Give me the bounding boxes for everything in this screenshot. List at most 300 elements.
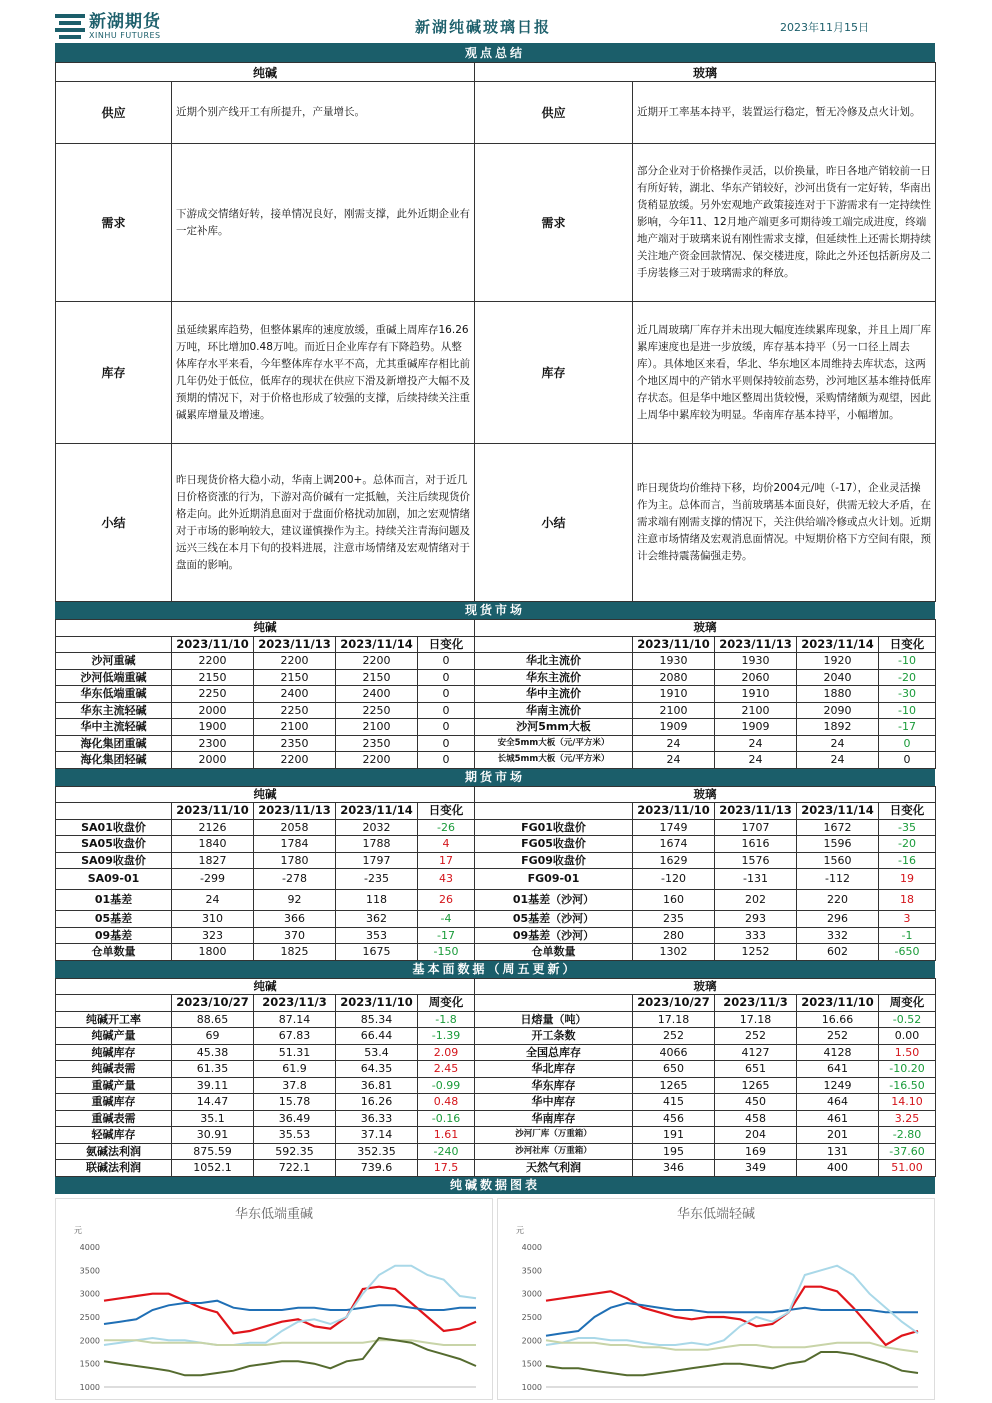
table-row xyxy=(56,1077,936,1094)
cell-value: 3 xyxy=(879,911,936,928)
cell-value: 280 xyxy=(633,927,715,944)
cell-value: 2090 xyxy=(797,702,879,719)
col-header: 日变化 xyxy=(879,803,936,820)
cell-value: 24 xyxy=(172,890,254,911)
cell-value: -20 xyxy=(879,669,936,686)
table-row xyxy=(56,890,936,911)
cell-value: 2060 xyxy=(715,669,797,686)
cell-value: 366 xyxy=(254,911,336,928)
cell-value: 1052.1 xyxy=(172,1160,254,1177)
cell-value: 3.25 xyxy=(879,1110,936,1127)
view-label: 库存 xyxy=(56,302,172,444)
cell-value: 252 xyxy=(715,1028,797,1045)
section-bar-fundamental: 基本面数据（周五更新） xyxy=(55,961,935,978)
table-row xyxy=(56,702,936,719)
cell-value: 18 xyxy=(879,890,936,911)
cell-value: 204 xyxy=(715,1127,797,1144)
cell-value: 252 xyxy=(633,1028,715,1045)
series-line xyxy=(546,1352,918,1375)
table-row xyxy=(56,1011,936,1028)
table-row xyxy=(56,1094,936,1111)
cell-value: 0 xyxy=(418,686,475,703)
cell-value: 352.35 xyxy=(336,1143,418,1160)
cell-value: 592.35 xyxy=(254,1143,336,1160)
table-row xyxy=(56,1160,936,1177)
col-spacer xyxy=(56,995,172,1012)
cell-value: 2350 xyxy=(336,735,418,752)
table-row xyxy=(56,911,936,928)
view-glass-text: 近期开工率基本持平，装置运行稳定，暂无冷修及点火计划。 xyxy=(633,82,936,144)
table-glass-head: 玻璃 xyxy=(475,978,936,995)
col-header: 2023/11/13 xyxy=(715,636,797,653)
cell-value: -10.20 xyxy=(879,1061,936,1078)
cell-value: -131 xyxy=(715,869,797,890)
table-soda-head: 纯碱 xyxy=(56,786,475,803)
table-row xyxy=(56,852,936,869)
cell-value: 464 xyxy=(797,1094,879,1111)
cell-value: 17.18 xyxy=(633,1011,715,1028)
cell-value: 1265 xyxy=(715,1077,797,1094)
cell-value: 349 xyxy=(715,1160,797,1177)
section-bar-charts: 纯碱数据图表 xyxy=(55,1177,935,1194)
col-header: 2023/11/10 xyxy=(336,995,418,1012)
row-label: 01基差（沙河） xyxy=(475,890,633,911)
col-header: 2023/11/14 xyxy=(336,636,418,653)
col-header: 周变化 xyxy=(418,995,475,1012)
y-tick-label: 3000 xyxy=(79,1289,100,1299)
row-label: 海化集团重碱 xyxy=(56,735,172,752)
col-header: 2023/11/13 xyxy=(715,803,797,820)
col-header: 2023/11/3 xyxy=(715,995,797,1012)
table-soda-head: 纯碱 xyxy=(56,620,475,637)
cell-value: 67.83 xyxy=(254,1028,336,1045)
row-label: 纯碱库存 xyxy=(56,1044,172,1061)
table-row xyxy=(56,752,936,769)
col-header: 周变化 xyxy=(879,995,936,1012)
cell-value: -1.39 xyxy=(418,1028,475,1045)
cell-value: 1780 xyxy=(254,852,336,869)
cell-value: 2200 xyxy=(172,653,254,670)
row-label: FG01收盘价 xyxy=(475,819,633,836)
col-spacer xyxy=(475,636,633,653)
cell-value: 252 xyxy=(797,1028,879,1045)
cell-value: -35 xyxy=(879,819,936,836)
views-table xyxy=(55,62,936,602)
col-header: 2023/11/10 xyxy=(633,636,715,653)
col-spacer xyxy=(56,636,172,653)
cell-value: 1892 xyxy=(797,719,879,736)
cell-value: 14.47 xyxy=(172,1094,254,1111)
row-label: 华南库存 xyxy=(475,1110,633,1127)
cell-value: 88.65 xyxy=(172,1011,254,1028)
y-tick-label: 3500 xyxy=(521,1265,542,1275)
cell-value: 24 xyxy=(715,735,797,752)
col-header: 2023/11/10 xyxy=(797,995,879,1012)
row-label: 华北主流价 xyxy=(475,653,633,670)
cell-value: 1616 xyxy=(715,836,797,853)
cell-value: 2100 xyxy=(715,702,797,719)
cell-value: 0.48 xyxy=(418,1094,475,1111)
cell-value: 1825 xyxy=(254,944,336,961)
series-line xyxy=(104,1265,476,1344)
y-tick-label: 1000 xyxy=(79,1382,100,1392)
view-label: 需求 xyxy=(56,144,172,302)
cell-value: -120 xyxy=(633,869,715,890)
cell-value: 51.00 xyxy=(879,1160,936,1177)
cell-value: 19 xyxy=(879,869,936,890)
table-soda-head: 纯碱 xyxy=(56,978,475,995)
cell-value: -150 xyxy=(418,944,475,961)
cell-value: -0.99 xyxy=(418,1077,475,1094)
row-label: 安全5mm大板（元/平方米） xyxy=(475,735,633,752)
cell-value: 370 xyxy=(254,927,336,944)
y-tick-label: 1500 xyxy=(521,1359,542,1369)
chart-title: 华东低端重碱 xyxy=(234,1205,314,1221)
spot-table xyxy=(55,619,936,769)
row-label: 重碱产量 xyxy=(56,1077,172,1094)
row-label: SA01收盘价 xyxy=(56,819,172,836)
y-tick-label: 1500 xyxy=(79,1359,100,1369)
view-label: 供应 xyxy=(475,82,633,144)
col-header: 2023/11/10 xyxy=(633,803,715,820)
cell-value: 1249 xyxy=(797,1077,879,1094)
cell-value: 0 xyxy=(418,669,475,686)
row-label: 沙河厂库（万重箱） xyxy=(475,1127,633,1144)
cell-value: 1930 xyxy=(715,653,797,670)
cell-value: 195 xyxy=(633,1143,715,1160)
row-label: 沙河5mm大板 xyxy=(475,719,633,736)
cell-value: 2.09 xyxy=(418,1044,475,1061)
cell-value: 26 xyxy=(418,890,475,911)
cell-value: 1788 xyxy=(336,836,418,853)
view-glass-text: 昨日现货均价维持下移，均价2004元/吨（-17），企业灵活操作为主。总体而言，当前玻璃基本面良好，供需无较大矛盾，在需求端有刚需支撑的情况下，关注供给端冷修或点火计划。近期注意市场情绪及宏观消息面情况。中短期价格下方空间有限，预计会维持震荡偏强走势。 xyxy=(633,444,936,602)
cell-value: -2.80 xyxy=(879,1127,936,1144)
cell-value: 2150 xyxy=(172,669,254,686)
cell-value: 2200 xyxy=(254,653,336,670)
report-page xyxy=(55,10,935,1400)
row-label: 01基差 xyxy=(56,890,172,911)
cell-value: 2.45 xyxy=(418,1061,475,1078)
cell-value: 201 xyxy=(797,1127,879,1144)
cell-value: 17.18 xyxy=(715,1011,797,1028)
y-tick-label: 3500 xyxy=(79,1265,100,1275)
row-label: 仓单数量 xyxy=(475,944,633,961)
cell-value: -37.60 xyxy=(879,1143,936,1160)
col-header: 日变化 xyxy=(418,803,475,820)
view-label: 小结 xyxy=(56,444,172,602)
y-tick-label: 4000 xyxy=(521,1242,542,1252)
cell-value: 15.78 xyxy=(254,1094,336,1111)
cell-value: 1.61 xyxy=(418,1127,475,1144)
table-row xyxy=(56,1061,936,1078)
chart-svg xyxy=(56,1199,492,1399)
col-header: 2023/11/13 xyxy=(254,803,336,820)
cell-value: 1265 xyxy=(633,1077,715,1094)
cell-value: -278 xyxy=(254,869,336,890)
chart-east-heavy-soda xyxy=(55,1198,493,1400)
table-glass-head: 玻璃 xyxy=(475,620,936,637)
cell-value: 14.10 xyxy=(879,1094,936,1111)
chart-svg xyxy=(498,1199,934,1399)
views-soda-head: 纯碱 xyxy=(56,63,475,82)
row-label: FG09-01 xyxy=(475,869,633,890)
cell-value: 1629 xyxy=(633,852,715,869)
cell-value: 4066 xyxy=(633,1044,715,1061)
fundamental-table xyxy=(55,978,936,1177)
cell-value: 2100 xyxy=(633,702,715,719)
y-tick-label: 2500 xyxy=(521,1312,542,1322)
cell-value: 17.5 xyxy=(418,1160,475,1177)
cell-value: 1797 xyxy=(336,852,418,869)
cell-value: 1909 xyxy=(715,719,797,736)
cell-value: 2100 xyxy=(254,719,336,736)
table-row xyxy=(56,686,936,703)
cell-value: 53.4 xyxy=(336,1044,418,1061)
cell-value: 35.1 xyxy=(172,1110,254,1127)
row-label: SA05收盘价 xyxy=(56,836,172,853)
cell-value: 1596 xyxy=(797,836,879,853)
cell-value: -16.50 xyxy=(879,1077,936,1094)
cell-value: 61.9 xyxy=(254,1061,336,1078)
row-label: 华中库存 xyxy=(475,1094,633,1111)
cell-value: 2126 xyxy=(172,819,254,836)
cell-value: 61.35 xyxy=(172,1061,254,1078)
cell-value: 450 xyxy=(715,1094,797,1111)
cell-value: 1930 xyxy=(633,653,715,670)
cell-value: 0 xyxy=(879,752,936,769)
row-label: 华南主流价 xyxy=(475,702,633,719)
cell-value: 1784 xyxy=(254,836,336,853)
cell-value: 641 xyxy=(797,1061,879,1078)
row-label: 05基差（沙河） xyxy=(475,911,633,928)
table-row xyxy=(56,819,936,836)
cell-value: -1 xyxy=(879,927,936,944)
table-row xyxy=(56,1127,936,1144)
cell-value: 415 xyxy=(633,1094,715,1111)
cell-value: 191 xyxy=(633,1127,715,1144)
view-glass-text: 部分企业对于价格操作灵活，以价换量，昨日各地产销较前一日有所好转，湖北、华东产销较好，沙河出货有一定好转，华南出货稍显放缓。另外宏观地产政策接连对于下游需求有一定持续性影响，今年11、12月地产端更多可期待竣工端完成进度，终端地产端对于玻璃来说有刚性需求支撑，但延续性上还需长期持续关注地产资金回款情况、保交楼进度，除此之外还包括新房及二手房装修三对于玻璃需求的释放。 xyxy=(633,144,936,302)
section-bar-futures: 期货市场 xyxy=(55,769,935,786)
cell-value: 1252 xyxy=(715,944,797,961)
row-label: 华东主流价 xyxy=(475,669,633,686)
row-label: 沙河社库（万重箱） xyxy=(475,1143,633,1160)
cell-value: 2058 xyxy=(254,819,336,836)
cell-value: 456 xyxy=(633,1110,715,1127)
cell-value: 66.44 xyxy=(336,1028,418,1045)
cell-value: 36.81 xyxy=(336,1077,418,1094)
cell-value: 2250 xyxy=(254,702,336,719)
cell-value: 722.1 xyxy=(254,1160,336,1177)
col-header: 2023/11/14 xyxy=(797,803,879,820)
cell-value: 2200 xyxy=(254,752,336,769)
cell-value: 2150 xyxy=(254,669,336,686)
cell-value: 160 xyxy=(633,890,715,911)
row-label: 华中主流价 xyxy=(475,686,633,703)
col-header: 日变化 xyxy=(879,636,936,653)
col-spacer xyxy=(56,803,172,820)
row-label: 华北库存 xyxy=(475,1061,633,1078)
y-tick-label: 1000 xyxy=(521,1382,542,1392)
cell-value: 296 xyxy=(797,911,879,928)
cell-value: 2150 xyxy=(336,669,418,686)
row-label: 长城5mm大板（元/平方米） xyxy=(475,752,633,769)
col-spacer xyxy=(475,803,633,820)
table-glass-head: 玻璃 xyxy=(475,786,936,803)
cell-value: 400 xyxy=(797,1160,879,1177)
row-label: 仓单数量 xyxy=(56,944,172,961)
row-label: FG09收盘价 xyxy=(475,852,633,869)
cell-value: 24 xyxy=(633,735,715,752)
cell-value: -30 xyxy=(879,686,936,703)
table-row xyxy=(56,836,936,853)
col-header: 2023/11/13 xyxy=(254,636,336,653)
table-row xyxy=(56,669,936,686)
cell-value: 51.31 xyxy=(254,1044,336,1061)
cell-value: 0 xyxy=(418,653,475,670)
table-row xyxy=(56,653,936,670)
cell-value: 0 xyxy=(418,719,475,736)
report-title: 新湖纯碱玻璃日报 xyxy=(415,18,552,36)
cell-value: 2350 xyxy=(254,735,336,752)
cell-value: 1675 xyxy=(336,944,418,961)
cell-value: 24 xyxy=(797,752,879,769)
row-label: 联碱法利润 xyxy=(56,1160,172,1177)
cell-value: 1672 xyxy=(797,819,879,836)
futures-table xyxy=(55,786,936,961)
cell-value: 235 xyxy=(633,911,715,928)
table-row xyxy=(56,1110,936,1127)
col-header: 2023/11/14 xyxy=(336,803,418,820)
table-row xyxy=(56,1143,936,1160)
cell-value: 36.33 xyxy=(336,1110,418,1127)
cell-value: 220 xyxy=(797,890,879,911)
cell-value: 2250 xyxy=(336,702,418,719)
series-line xyxy=(546,1340,918,1352)
col-header: 2023/10/27 xyxy=(172,995,254,1012)
company-logo xyxy=(55,10,161,42)
section-bar-spot: 现货市场 xyxy=(55,602,935,619)
cell-value: 1909 xyxy=(633,719,715,736)
row-label: 重碱表需 xyxy=(56,1110,172,1127)
row-label: 重碱库存 xyxy=(56,1094,172,1111)
table-row xyxy=(56,1044,936,1061)
view-soda-text: 近期个别产线开工有所提升，产量增长。 xyxy=(172,82,475,144)
cell-value: 2080 xyxy=(633,669,715,686)
cell-value: 85.34 xyxy=(336,1011,418,1028)
cell-value: 24 xyxy=(797,735,879,752)
logo-text-en: XINHU FUTURES xyxy=(89,30,161,40)
cell-value: 739.6 xyxy=(336,1160,418,1177)
cell-value: 16.66 xyxy=(797,1011,879,1028)
cell-value: 1560 xyxy=(797,852,879,869)
cell-value: -650 xyxy=(879,944,936,961)
cell-value: 131 xyxy=(797,1143,879,1160)
cell-value: 458 xyxy=(715,1110,797,1127)
row-label: 华东库存 xyxy=(475,1077,633,1094)
cell-value: -1.8 xyxy=(418,1011,475,1028)
cell-value: 1576 xyxy=(715,852,797,869)
cell-value: 333 xyxy=(715,927,797,944)
cell-value: 39.11 xyxy=(172,1077,254,1094)
cell-value: 1707 xyxy=(715,819,797,836)
cell-value: 1840 xyxy=(172,836,254,853)
cell-value: 24 xyxy=(633,752,715,769)
col-header: 2023/11/10 xyxy=(172,803,254,820)
row-label: 09基差（沙河） xyxy=(475,927,633,944)
cell-value: 1800 xyxy=(172,944,254,961)
cell-value: 0.00 xyxy=(879,1028,936,1045)
logo-text-cn: 新湖期货 xyxy=(89,11,161,32)
table-row xyxy=(56,927,936,944)
y-tick-label: 2500 xyxy=(79,1312,100,1322)
cell-value: 35.53 xyxy=(254,1127,336,1144)
chart-unit: 元 xyxy=(74,1225,82,1235)
cell-value: 92 xyxy=(254,890,336,911)
view-label: 小结 xyxy=(475,444,633,602)
cell-value: 0 xyxy=(418,702,475,719)
cell-value: 1749 xyxy=(633,819,715,836)
cell-value: 1910 xyxy=(633,686,715,703)
cell-value: -10 xyxy=(879,702,936,719)
views-glass-head: 玻璃 xyxy=(475,63,936,82)
table-row xyxy=(56,869,936,890)
cell-value: 2000 xyxy=(172,702,254,719)
series-line xyxy=(546,1286,918,1344)
cell-value: -17 xyxy=(418,927,475,944)
cell-value: 1827 xyxy=(172,852,254,869)
cell-value: -0.52 xyxy=(879,1011,936,1028)
cell-value: -20 xyxy=(879,836,936,853)
cell-value: 1674 xyxy=(633,836,715,853)
cell-value: 1.50 xyxy=(879,1044,936,1061)
view-soda-text: 昨日现货价格大稳小动，华南上调200+。总体而言，对于近几日价格资涨的行为，下游对高价碱有一定抵触，关注后续现货价格走向。此外近期消息面对于盘面价格扰动加剧，加之宏观情绪对于市场的影响较大，建议谨慎操作为主。持续关注青海问题及远兴三线在本月下旬的投料进展，注意市场情绪及宏观情绪对于盘面的影响。 xyxy=(172,444,475,602)
cell-value: 0 xyxy=(879,735,936,752)
series-line xyxy=(104,1340,476,1345)
cell-value: 346 xyxy=(633,1160,715,1177)
cell-value: 37.14 xyxy=(336,1127,418,1144)
cell-value: 1910 xyxy=(715,686,797,703)
cell-value: 24 xyxy=(715,752,797,769)
cell-value: 362 xyxy=(336,911,418,928)
cell-value: 4128 xyxy=(797,1044,879,1061)
cell-value: 2250 xyxy=(172,686,254,703)
cell-value: 2200 xyxy=(336,653,418,670)
cell-value: 17 xyxy=(418,852,475,869)
cell-value: 2400 xyxy=(336,686,418,703)
row-label: 轻碱库存 xyxy=(56,1127,172,1144)
cell-value: 2000 xyxy=(172,752,254,769)
cell-value: -17 xyxy=(879,719,936,736)
cell-value: 69 xyxy=(172,1028,254,1045)
cell-value: 2032 xyxy=(336,819,418,836)
report-header xyxy=(55,10,935,45)
cell-value: 461 xyxy=(797,1110,879,1127)
row-label: 华东主流轻碱 xyxy=(56,702,172,719)
cell-value: 118 xyxy=(336,890,418,911)
cell-value: -112 xyxy=(797,869,879,890)
cell-value: 0 xyxy=(418,735,475,752)
cell-value: 2100 xyxy=(336,719,418,736)
chart-unit: 元 xyxy=(516,1225,524,1235)
col-header: 2023/11/3 xyxy=(254,995,336,1012)
cell-value: 43 xyxy=(418,869,475,890)
cell-value: 36.49 xyxy=(254,1110,336,1127)
row-label: 05基差 xyxy=(56,911,172,928)
cell-value: 1302 xyxy=(633,944,715,961)
table-row xyxy=(56,719,936,736)
col-header: 2023/11/14 xyxy=(797,636,879,653)
section-bar-views: 观点总结 xyxy=(55,45,935,62)
